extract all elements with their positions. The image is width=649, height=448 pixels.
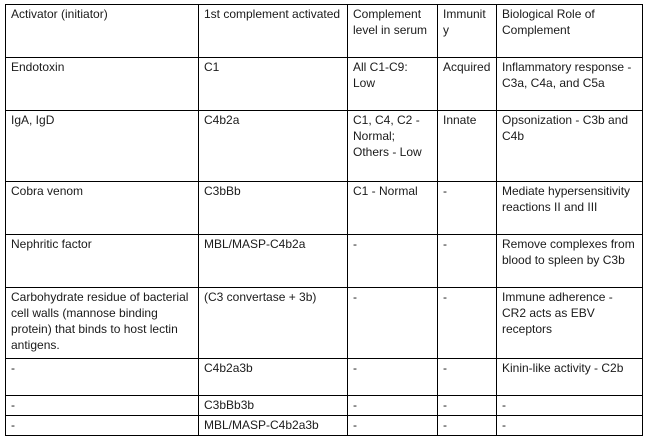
cell-immunity: - xyxy=(438,359,497,396)
cell-immunity: Acquired xyxy=(438,58,497,111)
cell-immunity: Innate xyxy=(438,111,497,182)
complement-table-container xyxy=(5,4,643,436)
cell-immunity: - xyxy=(438,235,497,288)
table-row xyxy=(6,359,643,396)
table-row xyxy=(6,111,643,182)
cell-serum-level: - xyxy=(348,396,438,416)
cell-serum-level: All C1-C9: Low xyxy=(348,58,438,111)
cell-activator: Endotoxin xyxy=(6,58,199,111)
table-row xyxy=(6,235,643,288)
cell-biological-role: - xyxy=(497,416,643,436)
cell-serum-level: - xyxy=(348,359,438,396)
cell-first-complement: MBL/MASP-C4b2a3b xyxy=(199,416,348,436)
cell-immunity: - xyxy=(438,396,497,416)
cell-immunity: - xyxy=(438,182,497,235)
table-row xyxy=(6,182,643,235)
cell-biological-role: Immune adherence - CR2 acts as EBV receptors xyxy=(497,288,643,359)
cell-serum-level: - xyxy=(348,288,438,359)
cell-activator: Cobra venom xyxy=(6,182,199,235)
header-immunity: Immunity xyxy=(438,5,497,58)
cell-biological-role: Inflammatory response - C3a, C4a, and C5a xyxy=(497,58,643,111)
header-activator: Activator (initiator) xyxy=(6,5,199,58)
cell-first-complement: MBL/MASP-C4b2a xyxy=(199,235,348,288)
cell-first-complement: C4b2a3b xyxy=(199,359,348,396)
cell-activator: IgA, IgD xyxy=(6,111,199,182)
cell-serum-level: C1, C4, C2 - Normal; Others - Low xyxy=(348,111,438,182)
cell-activator: Carbohydrate residue of bacterial cell walls (mannose binding protein) that binds to host lectin antigens. xyxy=(6,288,199,359)
header-serum-level: Complement level in serum xyxy=(348,5,438,58)
cell-activator: - xyxy=(6,396,199,416)
cell-serum-level: C1 - Normal xyxy=(348,182,438,235)
cell-first-complement: C4b2a xyxy=(199,111,348,182)
cell-first-complement: C3bBb3b xyxy=(199,396,348,416)
cell-first-complement: (C3 convertase + 3b) xyxy=(199,288,348,359)
header-first-complement: 1st complement activated xyxy=(199,5,348,58)
cell-biological-role: Mediate hypersensitivity reactions II and III xyxy=(497,182,643,235)
cell-activator: Nephritic factor xyxy=(6,235,199,288)
cell-serum-level: - xyxy=(348,235,438,288)
cell-first-complement: C1 xyxy=(199,58,348,111)
cell-biological-role: Remove complexes from blood to spleen by C3b xyxy=(497,235,643,288)
cell-immunity: - xyxy=(438,288,497,359)
table-row xyxy=(6,416,643,436)
cell-activator: - xyxy=(6,416,199,436)
complement-table xyxy=(5,4,643,436)
cell-first-complement: C3bBb xyxy=(199,182,348,235)
cell-immunity: - xyxy=(438,416,497,436)
header-row xyxy=(6,5,643,58)
cell-biological-role: Opsonization - C3b and C4b xyxy=(497,111,643,182)
cell-biological-role: - xyxy=(497,396,643,416)
cell-activator: - xyxy=(6,359,199,396)
table-row xyxy=(6,58,643,111)
cell-serum-level: - xyxy=(348,416,438,436)
table-row xyxy=(6,396,643,416)
table-row xyxy=(6,288,643,359)
header-biological-role: Biological Role of Complement xyxy=(497,5,643,58)
cell-biological-role: Kinin-like activity - C2b xyxy=(497,359,643,396)
